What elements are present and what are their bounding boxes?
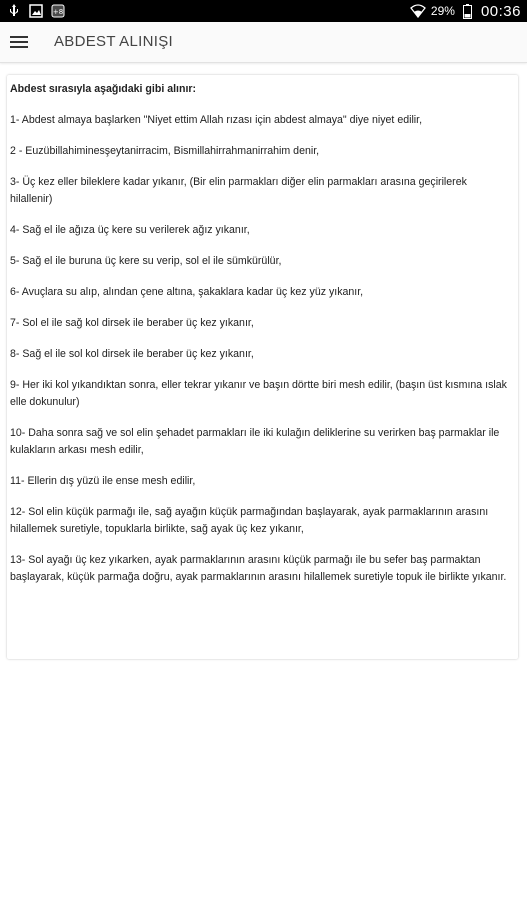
step-6: 6- Avuçlara su alıp, alından çene altına, şakaklara kadar üç kez yüz yıkanır, [10,286,364,298]
usb-icon [6,3,22,19]
step-8: 8- Sağ el ile sol kol dirsek ile beraber üç kez yıkanır, [10,348,254,360]
content-card [7,75,518,659]
step-7: 7- Sol el ile sağ kol dirsek ile beraber üç kez yıkanır, [10,317,254,329]
app-bar [0,22,527,63]
content-body [7,75,518,586]
battery-icon [460,3,476,19]
step-5: 5- Sağ el ile buruna üç kere su verip, sol el ile sümkürülür, [10,255,282,267]
battery-percent: 29% [430,4,455,18]
status-bar-left [6,3,66,19]
step-12: 12- Sol elin küçük parmağı ile, sağ ayağın küçük parmağından başlayarak, ayak parmaklarının arasını hilallemek suretiyle, topuklarla birlikte, sağ ayak üç kez yıkanır, [10,506,489,535]
step-13: 13- Sol ayağı üç kez yıkarken, ayak parmaklarının arasını küçük parmağı ile bu sefer baş parmaktan başlayarak, küçük parmağa doğru, ayak parmaklarının arasını hilallemek suretiyle topuk ile birlikte yıkanır. [10,554,507,583]
wifi-icon [410,3,426,19]
svg-text:+8: +8 [52,8,64,16]
page-title: ABDEST ALINIŞI [54,33,173,50]
step-11: 11- Ellerin dış yüzü ile ense mesh edilir, [10,475,196,487]
menu-line [10,36,28,38]
status-clock: 00:36 [480,2,521,20]
step-4: 4- Sağ el ile ağıza üç kere su verilerek ağız yıkanır, [10,224,250,236]
step-9: 9- Her iki kol yıkandıktan sonra, eller tekrar yıkanır ve başın dörtte biri mesh edilir, (başın üst kısmına ıslak elle dokunulur) [10,379,507,408]
step-3: 3- Üç kez eller bileklere kadar yıkanır, (Bir elin parmakları diğer elin parmakları arasına geçirilerek hilallenir) [10,176,467,205]
step-1: 1- Abdest almaya başlarken "Niyet ettim Allah rızası için abdest almaya" diye niyet edilir, [10,114,423,126]
content-heading: Abdest sırasıyla aşağıdaki gibi alınır: [10,83,197,95]
step-10: 10- Daha sonra sağ ve sol elin şehadet parmakları ile iki kulağın deliklerine su verirken baş parmaklar ile kulakların arkası mesh edilir, [10,427,500,456]
status-bar-right [410,1,521,21]
image-notification-icon [28,3,44,19]
menu-line [10,46,28,48]
step-2: 2 - Euzübillahiminesşeytanirracim, Bismillahirrahmanirrahim denir, [10,145,320,157]
hamburger-menu-icon[interactable] [6,28,34,56]
menu-line [10,41,28,43]
status-bar [0,0,527,22]
app-notification-icon [50,3,66,19]
